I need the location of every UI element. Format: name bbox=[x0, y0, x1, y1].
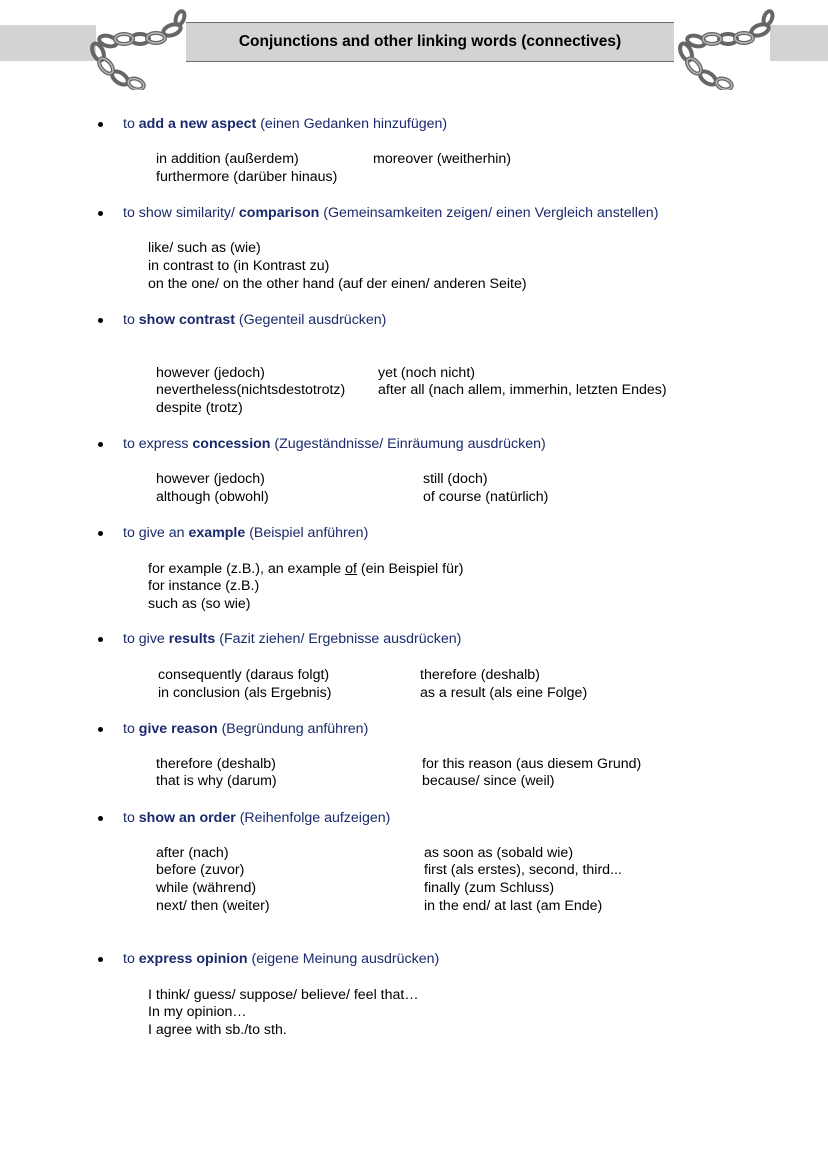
list-item: furthermore (darüber hinaus) bbox=[156, 169, 338, 185]
list-item: for instance (z.B.) bbox=[148, 578, 260, 594]
list-item: In my opinion… bbox=[148, 1004, 247, 1020]
bullet-icon bbox=[98, 211, 103, 216]
list-item: however (jedoch) bbox=[156, 365, 265, 381]
list-item: moreover (weitherhin) bbox=[373, 151, 511, 167]
list-item: still (doch) bbox=[423, 471, 488, 487]
list-item: therefore (deshalb) bbox=[156, 756, 276, 772]
bullet-icon bbox=[98, 816, 103, 821]
list-item: in contrast to (in Kontrast zu) bbox=[148, 258, 330, 274]
bullet-icon bbox=[98, 531, 103, 536]
list-item: however (jedoch) bbox=[156, 471, 265, 487]
list-item: I think/ guess/ suppose/ believe/ feel that… bbox=[148, 987, 419, 1003]
list-item: after (nach) bbox=[156, 845, 229, 861]
list-item: yet (noch nicht) bbox=[378, 365, 475, 381]
list-item: in addition (außerdem) bbox=[156, 151, 299, 167]
bullet-icon bbox=[98, 637, 103, 642]
bullet-icon bbox=[98, 442, 103, 447]
list-item: consequently (daraus folgt) bbox=[158, 667, 330, 683]
list-item: that is why (darum) bbox=[156, 773, 277, 789]
chain-icon-right bbox=[672, 8, 776, 90]
list-item: such as (so wie) bbox=[148, 596, 251, 612]
header-bar-left bbox=[0, 25, 96, 61]
bullet-icon bbox=[98, 957, 103, 962]
list-item: finally (zum Schluss) bbox=[424, 880, 555, 896]
list-item: for example (z.B.), an example of (ein Beispiel für) bbox=[148, 561, 464, 577]
list-item: while (während) bbox=[156, 880, 257, 896]
page-title: Conjunctions and other linking words (connectives) bbox=[238, 33, 622, 50]
list-item: I agree with sb./to sth. bbox=[148, 1022, 287, 1038]
list-item: next/ then (weiter) bbox=[156, 898, 270, 914]
list-item: nevertheless(nichtsdestotrotz) bbox=[156, 382, 346, 398]
list-item: therefore (deshalb) bbox=[420, 667, 540, 683]
list-item: despite (trotz) bbox=[156, 400, 243, 416]
list-item: on the one/ on the other hand (auf der einen/ anderen Seite) bbox=[148, 276, 527, 292]
list-item: first (als erstes), second, third... bbox=[424, 862, 622, 878]
list-item: before (zuvor) bbox=[156, 862, 245, 878]
header-bar-right bbox=[770, 25, 828, 61]
list-item: for this reason (aus diesem Grund) bbox=[422, 756, 642, 772]
list-item: because/ since (weil) bbox=[422, 773, 555, 789]
bullet-icon bbox=[98, 727, 103, 732]
list-item: after all (nach allem, immerhin, letzten Endes) bbox=[378, 382, 667, 398]
list-item: in the end/ at last (am Ende) bbox=[424, 898, 603, 914]
list-item: in conclusion (als Ergebnis) bbox=[158, 685, 332, 701]
header-title-box bbox=[186, 22, 674, 62]
list-item: of course (natürlich) bbox=[423, 489, 549, 505]
bullet-icon bbox=[98, 318, 103, 323]
chain-icon-left bbox=[84, 8, 188, 90]
list-item: as soon as (sobald wie) bbox=[424, 845, 574, 861]
list-item: although (obwohl) bbox=[156, 489, 269, 505]
list-item: like/ such as (wie) bbox=[148, 240, 261, 256]
bullet-icon bbox=[98, 122, 103, 127]
list-item: as a result (als eine Folge) bbox=[420, 685, 588, 701]
